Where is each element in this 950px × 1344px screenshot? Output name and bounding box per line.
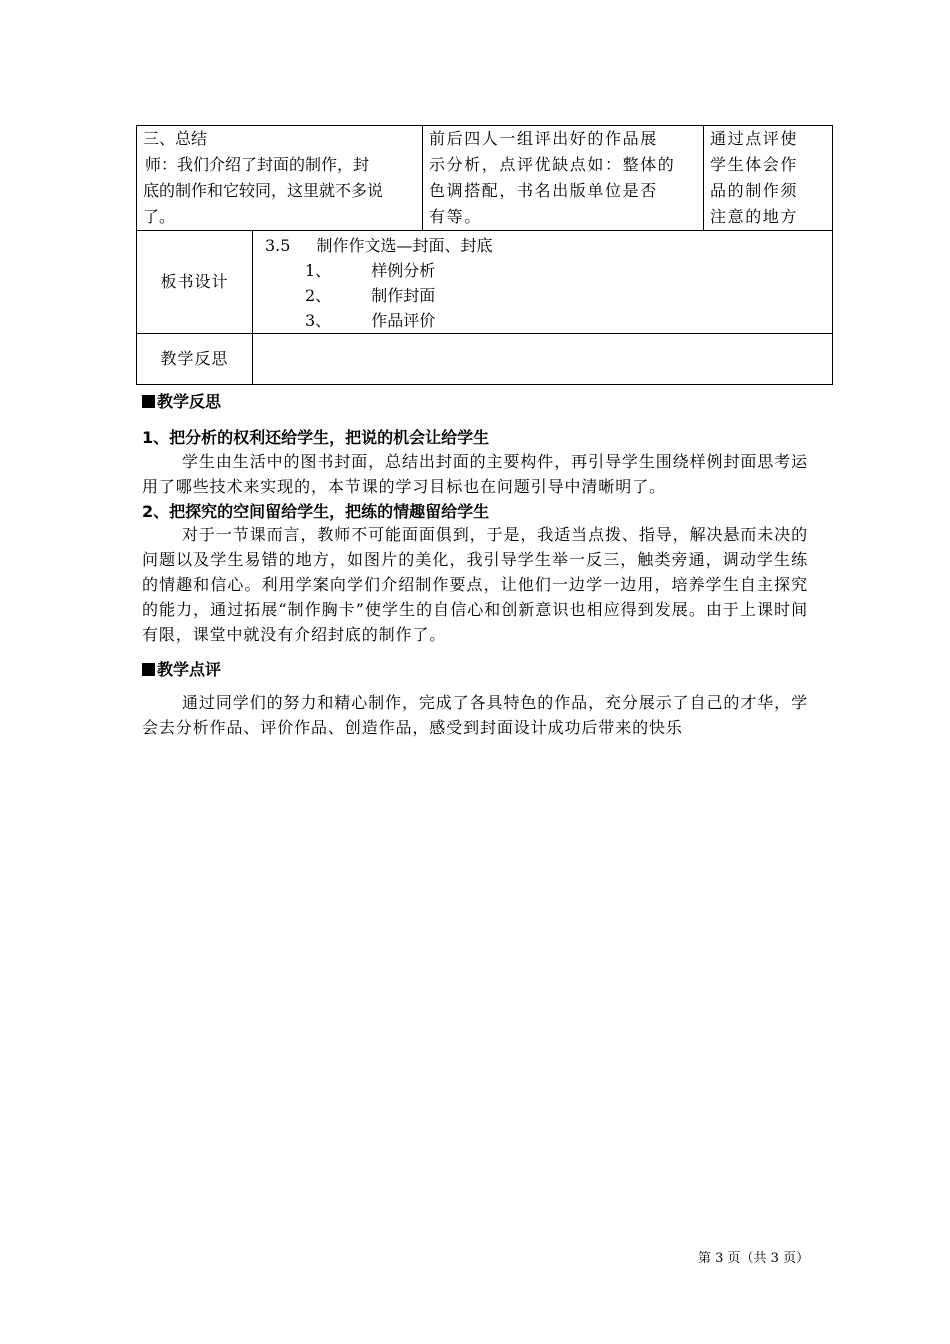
review-text: 通过同学们的努力和精心制作，完成了各具特色的作品，充分展示了自己的才华，学会去分析作品、评价作品、创造作品，感受到封面设计成功后带来的快乐 (142, 693, 808, 737)
board-item (259, 283, 826, 308)
point1-text: 学生由生活中的图书封面，总结出封面的主要构件，再引导学生围绕样例封面思考运用了哪些技术来实现的，本节课的学习目标也在问题引导中清晰明了。 (142, 452, 808, 496)
lesson-table (136, 125, 833, 385)
point2-text: 对于一节课而言，教师不可能面面俱到，于是，我适当点拨、指导，解决悬而未决的问题以及学生易错的地方，如图片的美化，我引导学生举一反三，触类旁通，调动学生练的情趣和信心。利用学案向学们介绍制作要点，让他们一边学一边用，培养学生自主探究的能力，通过拓展“制作胸卡”使学生的自信心和创新意识也相应得到发展。由于上课时间有限，课堂中就没有介绍封底的制作了。 (142, 525, 808, 644)
point2-title: 2、把探究的空间留给学生，把练的情趣留给学生 (142, 502, 490, 521)
reflect-label: 教学反思 (137, 334, 253, 385)
summary-line: 底的制作和它较同，这里就不多说 (143, 181, 384, 200)
review-heading (142, 657, 221, 680)
board-item (259, 308, 826, 333)
point1-title: 1、把分析的权利还给学生，把说的机会让给学生 (142, 428, 490, 447)
summary-teacher-cell (137, 126, 423, 231)
student-line: 有等。 (429, 207, 482, 226)
board-row (137, 231, 833, 334)
board-title-number: 3.5 (265, 236, 291, 255)
board-item (259, 258, 826, 283)
board-item-text: 作品评价 (371, 311, 436, 330)
reflection-heading (142, 389, 221, 412)
purpose-line: 学生体会作 (710, 155, 799, 174)
point1-paragraph (142, 449, 808, 499)
student-line: 色调搭配，书名出版单位是否 (429, 181, 658, 200)
board-item-number: 2、 (305, 286, 332, 305)
board-content (253, 231, 833, 334)
student-line: 示分析，点评优缺点如：整体的 (429, 155, 676, 174)
board-item-number: 3、 (305, 311, 332, 330)
point2-paragraph (142, 522, 808, 647)
square-bullet-icon (142, 663, 155, 676)
reflect-row (137, 334, 833, 385)
summary-row (137, 126, 833, 231)
summary-purpose-cell (704, 126, 833, 231)
board-title-text: 制作作文选—封面、封底 (316, 236, 493, 255)
square-bullet-icon (142, 395, 155, 408)
summary-student-cell (423, 126, 704, 231)
summary-line: 了。 (143, 207, 176, 226)
page-footer: 第 3 页（共 3 页） (698, 1251, 810, 1266)
review-heading-text: 教学点评 (157, 660, 222, 679)
board-label: 板书设计 (137, 231, 253, 334)
reflect-content (253, 334, 833, 385)
purpose-line: 通过点评使 (710, 129, 799, 148)
student-line: 前后四人一组评出好的作品展 (429, 129, 658, 148)
summary-line: 师：我们介绍了封面的制作，封 (145, 155, 370, 174)
review-paragraph (142, 690, 808, 740)
board-item-text: 制作封面 (371, 286, 436, 305)
summary-line: 三、总结 (143, 129, 208, 148)
purpose-line: 注意的地方 (710, 207, 799, 226)
board-title (259, 233, 826, 258)
board-item-number: 1、 (305, 261, 332, 280)
board-item-text: 样例分析 (371, 261, 436, 280)
purpose-line: 品的制作须 (710, 181, 799, 200)
reflection-heading-text: 教学反思 (157, 392, 222, 411)
